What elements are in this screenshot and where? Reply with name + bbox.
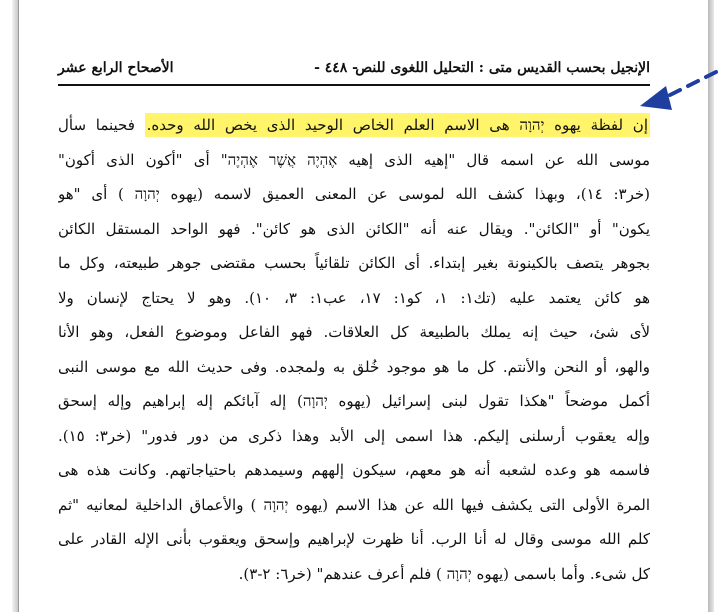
- text-line-7: لأى شئ، حيث إنه يملك بالطبيعة كل العلاقات. فهو الفاعل وموضوع الفعل، وهو الأنا: [58, 323, 650, 341]
- text-line-5: بجوهر يتصف بالكينونة بغير إبتداء. أى الكائن تلقائياً بحسب مقتضى جوهر طبيعته، وكل ما: [58, 254, 650, 272]
- body-paragraph: [58, 108, 650, 591]
- text-line-10: وإله يعقوب أرسلنى إليكم. هذا اسمى إلى الأبد وهذا ذكرى من دور فدور" (خر٣: ١٥).: [58, 426, 650, 445]
- text-line-9: أكمل موضحاً "هكذا تقول لبنى إسرائيل (يهوه יְהוָה) إله آبائكم إله إبراهيم وإله إسحق: [58, 392, 650, 410]
- running-header: [58, 56, 650, 86]
- header-page-number: - ٤٤٨ -: [314, 60, 358, 76]
- text-line-3: (خر٣: ١٤)، وبهذا كشف الله لموسى عن المعنى العميق لاسمه (يهوه יְהוָה ) أى "هو: [58, 185, 650, 203]
- text-line-12: المرة الأولى التى يكشف فيها الله عن هذا الاسم (يهوه יְהוָה ) والأعماق الداخلية لمعانيه "ثم: [58, 495, 650, 514]
- highlighted-sentence: إن لفظة يهوه יְהוָה هى الاسم العلم الخاص الوحيد الذى يخص الله وحده.: [145, 113, 650, 137]
- text-line-2: موسى الله عن اسمه قال "إهيه الذى إهيه אֶהְיֶה אֲשֶׁר אֶהְיֶה" أى "أكون الذى أكون": [58, 150, 650, 169]
- header-chapter: الأصحاح الرابع عشر: [58, 60, 174, 76]
- text-line-4: يكون" أو "الكائن". ويقال عنه أنه "الكائن الذى هو كائن". فهو الواحد المستقل الكائن: [58, 219, 650, 238]
- text-line-6: هو كائن يعتمد عليه (تك١: ١، كو١: ١٧، عب١: ٣، ١٠). وهو لا يحتاج لإنسان ولا: [58, 288, 650, 307]
- text-line-11: فاسمه هو وعده لشعبه أنه هو معهم، سيكون إلههم وسيمدهم باحتياجاتهم. وكانت هذه هى: [58, 461, 650, 479]
- text-line-14: كل شىء. وأما باسمى (يهوه יְהוָה ) فلم أعرف عندهم" (خر٦: ٢-٣).: [238, 564, 650, 583]
- text-line-1-rest: فحينما سأل: [58, 116, 145, 134]
- text-line-13: كلم الله موسى وقال له أنا الرب. أنا ظهرت لإبراهيم وإسحق ويعقوب بأنى الإله القادر على: [58, 530, 650, 548]
- text-line-8: والهو، أو النحن والأنتم. كل ما هو موجود خُلق به ولمجده. وفى حديث الله مع موسى النبى: [58, 357, 650, 376]
- header-book-title: الإنجيل بحسب القديس متى : التحليل اللغوى للنص: [355, 60, 650, 76]
- text-line-1: [58, 108, 650, 143]
